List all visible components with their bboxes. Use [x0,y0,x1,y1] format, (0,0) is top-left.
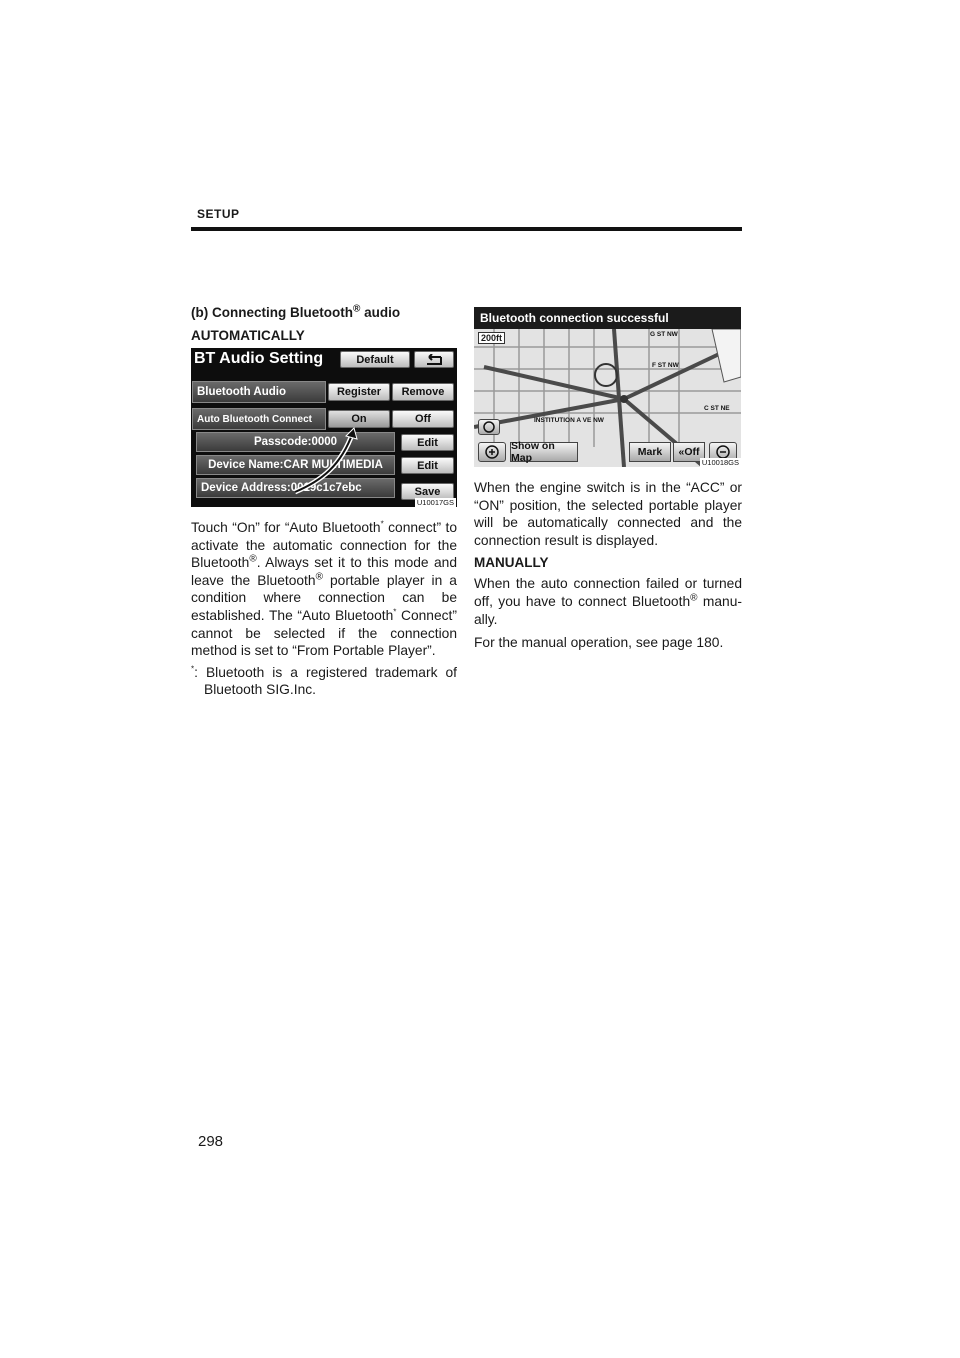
section-heading: (b) Connecting Bluetooth® audio [191,303,401,320]
map-screenshot [474,307,741,467]
show-on-map-button[interactable]: Show on Map [510,442,578,462]
street-label: C ST NE [704,405,730,412]
zoom-in-button[interactable] [478,442,506,462]
manual-operation-reference: For the manual operation, see page 180. [474,635,724,651]
edit-device-name-button[interactable]: Edit [401,457,454,474]
connection-result-description: When the engine switch is in the “ACC” or “ON” position, the selected portable player will be automatically connected and the connection result is displayed. [474,480,742,548]
remove-button[interactable]: Remove [392,383,454,401]
device-name-field: Device Name:CAR MULTIMEDIA [196,455,395,475]
back-button[interactable] [414,351,454,368]
plus-circle-icon [485,445,499,459]
compass-button[interactable] [478,419,500,435]
figure-code: U10017GS [416,498,454,507]
right-column [474,307,742,652]
left-column [191,305,457,699]
route-off-button[interactable]: « Off [673,442,705,462]
page-number: 298 [198,1133,224,1150]
on-button[interactable]: On [328,410,390,428]
save-button[interactable]: Save [401,483,454,500]
edit-passcode-button[interactable]: Edit [401,434,454,451]
off-button[interactable]: Off [392,410,454,428]
bt-audio-setting-screenshot [191,348,457,507]
register-button[interactable]: Register [328,383,390,401]
manual-connect-description: When the auto connection failed or turned off, you have to connect Bluetooth® manu-ally. [474,576,742,627]
device-address-field: Device Address:0019c1c7ebc [196,478,395,498]
screen-title: BT Audio Setting [194,350,324,367]
street-label: G ST NW [650,331,678,338]
automatically-heading: AUTOMATICALLY [191,328,305,343]
trademark-footnote: *: Bluetooth is a registered trademark of Bluetooth SIG.Inc. [191,664,457,698]
auto-connect-description: Touch “On” for “Auto Bluetooth* connect” to activate the automatic connection for the Bluetooth®. Always set it to this mode and leave the Bluetooth® portable player in a condition where connection can be established. The “Auto Bluetooth* Connect” cannot be selected if the connection method is set to “From Portable Player”. [191,519,457,659]
figure-code: U10018GS [701,458,739,467]
passcode-field: Passcode:0000 [196,432,395,452]
default-button[interactable]: Default [340,351,410,368]
minus-circle-icon [716,445,730,459]
double-arrow-icon: « [678,446,685,458]
connection-success-banner: Bluetooth connection successful [474,307,741,329]
section-header-title: SETUP [197,207,240,221]
mark-button[interactable]: Mark [629,442,671,462]
auto-bluetooth-connect-label: Auto Bluetooth Connect [192,408,326,430]
bluetooth-audio-label: Bluetooth Audio [192,381,326,403]
compass-icon [483,421,495,433]
map-scale: 200ft [478,332,505,344]
header-rule [191,227,742,231]
street-label: F ST NW [652,362,679,369]
street-label: INSTITUTION A VE NW [534,417,604,424]
manually-heading: MANUALLY [474,555,549,571]
return-arrow-icon [423,354,445,366]
callout-arrow-icon [291,426,371,496]
